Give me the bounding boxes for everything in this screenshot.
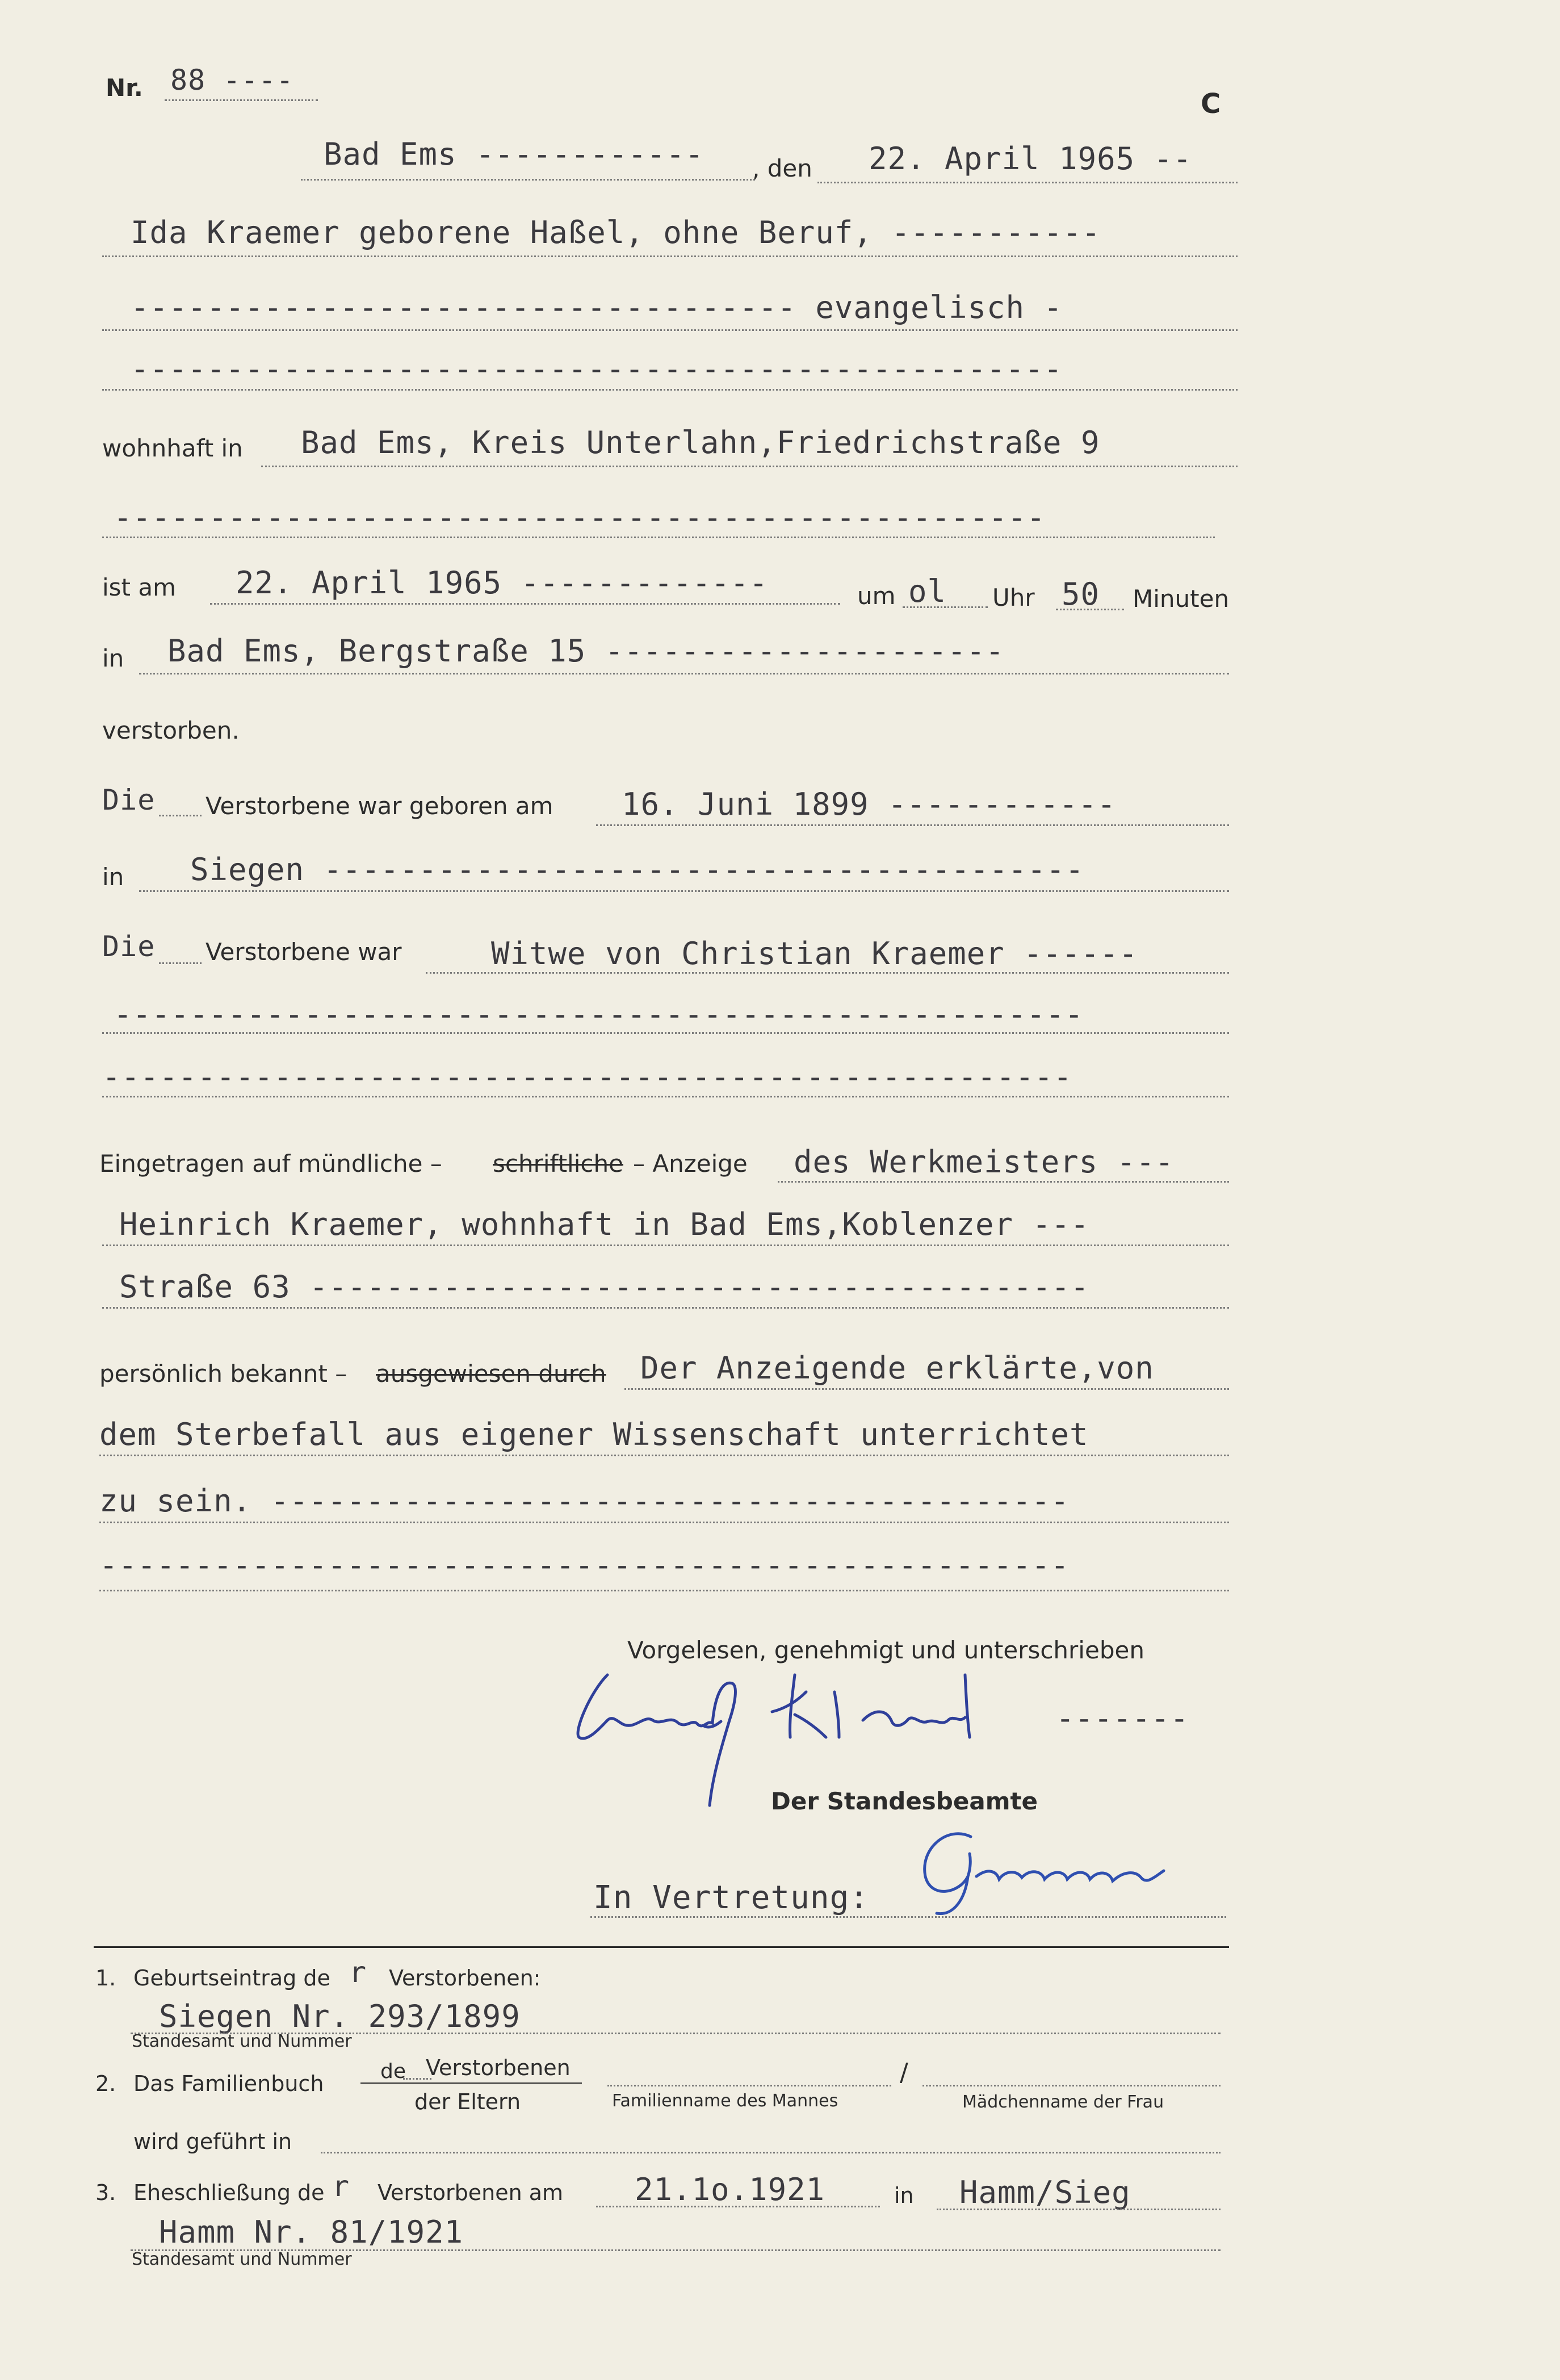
identity-line2: dem Sterbefall aus eigener Wissenschaft unterrichtet [99, 1417, 1089, 1452]
line [102, 1307, 1229, 1309]
footer-rule [94, 1946, 1229, 1948]
item3-num: 3. [95, 2180, 116, 2205]
birth-entry-ref: Siegen Nr. 293/1899 [159, 1998, 521, 2034]
marriage-entry-ref: Hamm Nr. 81/1921 [159, 2214, 464, 2250]
item3-suffix: r [332, 2170, 350, 2203]
item2-mann: Familienname des Mannes [612, 2091, 838, 2111]
marriage-place: Hamm/Sieg [959, 2174, 1131, 2210]
item2-frau: Mädchenname der Frau [962, 2092, 1164, 2112]
line [321, 2152, 1221, 2153]
uhr-label: Uhr [992, 584, 1035, 611]
die-label-1: Die [102, 783, 156, 816]
nr-label: Nr. [106, 74, 143, 102]
item3-label-b: Verstorbenen am [378, 2180, 564, 2205]
residence-line2: ------------------------------------------------- [114, 500, 1046, 535]
line [596, 2206, 880, 2207]
status-line3: --------------------------------------------------- [102, 1059, 1073, 1095]
marital-status: Witwe von Christian Kraemer ------ [491, 936, 1138, 971]
death-in-label: in [102, 644, 124, 672]
birth-in-label: in [102, 863, 124, 891]
identity-line4: --------------------------------------------------- [99, 1547, 1070, 1583]
item3-caption: Standesamt und Nummer [132, 2249, 352, 2269]
line [624, 1388, 1229, 1390]
residence-label: wohnhaft in [102, 434, 243, 462]
person-line3: ------------------------------------------------- [131, 351, 1063, 387]
reporter-name: Heinrich Kraemer, wohnhaft in Bad Ems,Koblenzer --- [119, 1206, 1090, 1242]
item2-num: 2. [95, 2071, 116, 2096]
line [102, 389, 1238, 391]
report-label-a: Eingetragen auf mündliche – [99, 1150, 442, 1178]
ist-am-label: ist am [102, 573, 177, 601]
item2-de: de [380, 2060, 406, 2083]
date-line [817, 182, 1238, 183]
birth-place: Siegen ---------------------------------------- [190, 852, 1085, 887]
item2-eltern: der Eltern [414, 2089, 521, 2114]
in-vertretung: In Vertretung: [593, 1879, 870, 1916]
line [102, 537, 1215, 538]
religion: ----------------------------------- evangelisch - [131, 290, 1063, 325]
item2-label: Das Familienbuch [133, 2071, 324, 2096]
registrar-signature-icon [903, 1814, 1232, 1928]
line [139, 890, 1229, 892]
minuten-label: Minuten [1133, 585, 1230, 613]
line [607, 2085, 891, 2086]
identity-line3: zu sein. ------------------------------------------ [99, 1483, 1070, 1519]
line [102, 1096, 1229, 1097]
item2-slash: / [900, 2058, 908, 2087]
item2-verstorbenen: Verstorbenen [426, 2055, 571, 2080]
report-label-struck: schriftliche [493, 1150, 623, 1178]
registrar-label: Der Standesbeamte [771, 1787, 1038, 1815]
death-minute: 50 [1062, 576, 1100, 612]
reporter-title: des Werkmeisters --- [794, 1144, 1175, 1180]
item2-fraction-rule [360, 2082, 582, 2084]
item3-in: in [894, 2183, 914, 2208]
date-of-entry: 22. April 1965 -- [869, 141, 1192, 177]
identity-statement: Der Anzeigende erklärte,von [640, 1350, 1154, 1386]
line [210, 603, 840, 605]
line [139, 673, 1229, 674]
um-label: um [857, 582, 896, 610]
line [937, 2209, 1221, 2210]
birth-label: Verstorbene war geboren am [206, 792, 553, 820]
item1-caption: Standesamt und Nummer [132, 2031, 352, 2051]
line [102, 255, 1238, 257]
item1-label-b: Verstorbenen: [389, 1966, 541, 1991]
deceased-name: Ida Kraemer geborene Haßel, ohne Beruf, ----------- [131, 215, 1101, 250]
line [159, 815, 202, 816]
report-label-b: – Anzeige [633, 1150, 748, 1178]
death-place: Bad Ems, Bergstraße 15 --------------------- [167, 633, 1005, 669]
death-date: 22. April 1965 ------------- [236, 565, 769, 601]
line [778, 1181, 1229, 1183]
line [99, 1522, 1229, 1523]
place-line [301, 179, 755, 181]
line [102, 1245, 1229, 1246]
line [903, 606, 988, 608]
line [1056, 609, 1124, 610]
identity-label-a: persönlich bekannt – [99, 1360, 347, 1388]
line [102, 329, 1238, 331]
item1-suffix: r [349, 1956, 367, 1989]
nr-value: 88 ---- [170, 64, 294, 97]
reporter-street: Straße 63 ----------------------------------------- [119, 1269, 1090, 1305]
item2-kept: wird geführt in [133, 2129, 292, 2154]
form-letter: C [1201, 88, 1221, 120]
die-label-2: Die [102, 930, 156, 963]
item1-label: Geburtseintrag de [133, 1966, 330, 1991]
signature-dash: ------- [1056, 1700, 1189, 1736]
marriage-date: 21.1o.1921 [635, 2172, 825, 2207]
line [102, 1032, 1229, 1034]
line [99, 1590, 1229, 1591]
identity-label-struck: ausgewiesen durch [376, 1360, 606, 1388]
item3-label: Eheschließung de [133, 2180, 325, 2205]
status-label: Verstorbene war [206, 938, 402, 966]
birth-date: 16. Juni 1899 ------------ [622, 786, 1117, 822]
residence-value: Bad Ems, Kreis Unterlahn,Friedrichstraße 9 [301, 425, 1100, 460]
line [261, 466, 1238, 467]
status-line2: --------------------------------------------------- [114, 996, 1084, 1032]
item1-num: 1. [95, 1966, 116, 1991]
line [99, 1455, 1229, 1456]
line [426, 972, 1229, 974]
line [922, 2085, 1221, 2086]
verstorben-label: verstorben. [102, 716, 240, 744]
den-label: , den [752, 154, 812, 182]
line [596, 824, 1229, 826]
nr-line [165, 99, 318, 101]
read-approved-text: Vorgelesen, genehmigt und unterschrieben [627, 1636, 1144, 1664]
line [159, 962, 202, 964]
death-hour: ol [908, 573, 947, 609]
place-of-entry: Bad Ems ------------ [324, 136, 704, 172]
